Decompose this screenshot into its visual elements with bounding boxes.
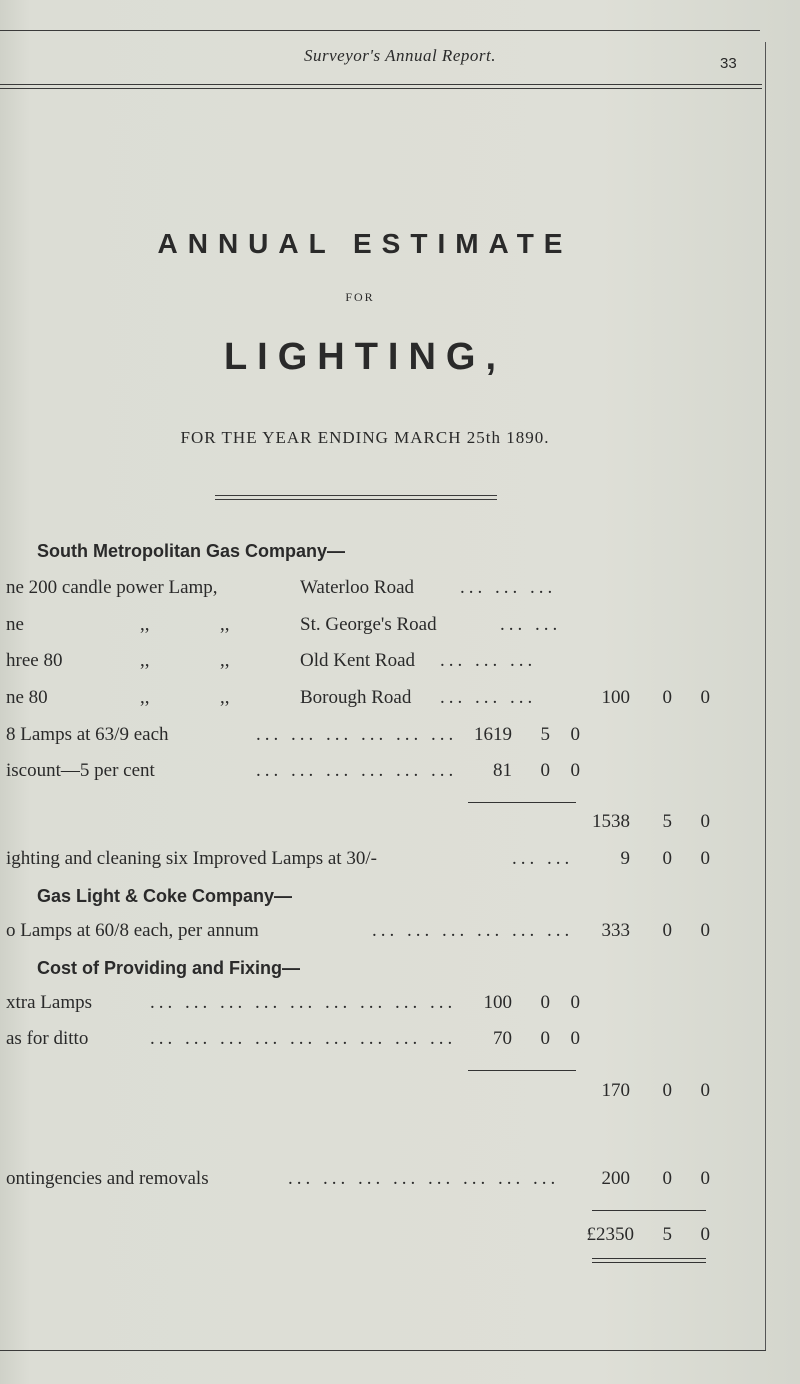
title-rule-1: [215, 495, 497, 496]
section-cost-providing: Cost of Providing and Fixing—: [37, 958, 300, 978]
row-extra-lamps: [0, 992, 800, 1022]
total-pence: 0: [700, 1224, 710, 1245]
row-place: Old Kent Road: [300, 650, 416, 671]
amount-pence: 0: [700, 687, 710, 708]
amount-pence: 0: [570, 992, 580, 1013]
title-rule-2: [215, 499, 497, 500]
amount-shillings: 0: [540, 1028, 550, 1049]
row-subtotal-1538: [0, 811, 800, 841]
title-year: FOR THE YEAR ENDING MARCH 25th 1890.: [180, 428, 550, 447]
amount-pence: 0: [700, 1080, 710, 1101]
amount-pence: 0: [570, 760, 580, 781]
row-label: xtra Lamps: [6, 992, 93, 1013]
row-borough: [0, 687, 800, 717]
row-label: 8 Lamps at 63/9 each: [6, 724, 169, 745]
amount-shillings: 0: [540, 760, 550, 781]
amount-pounds: 170: [601, 1080, 630, 1101]
row-discount: [0, 760, 800, 790]
section-south-metropolitan: South Metropolitan Gas Company—: [37, 541, 346, 561]
top-rule: [0, 30, 760, 31]
row-subtotal-170: [0, 1080, 800, 1110]
row-label: ne: [6, 614, 24, 635]
row-dots: ... ... ... ... ... ... ... ...: [288, 1168, 560, 1189]
row-dots: ... ...: [500, 614, 562, 635]
row-label: hree 80: [6, 650, 63, 671]
amount-pence: 0: [700, 848, 710, 869]
section-gas-light-coke: Gas Light & Coke Company—: [37, 886, 293, 906]
row-lamps-63-9: [0, 724, 800, 754]
row-place: Borough Road: [300, 687, 412, 708]
ditto-mark: ,,: [220, 687, 230, 708]
amount-pence: 0: [700, 1168, 710, 1189]
amount-pence: 0: [700, 811, 710, 832]
ditto-mark: ,,: [140, 614, 150, 635]
title-for: FOR: [345, 290, 375, 304]
amount-pounds: 100: [601, 687, 630, 708]
amount-pence: 0: [570, 724, 580, 745]
row-improved-lamps: [0, 848, 800, 878]
amount-shillings: 0: [662, 848, 672, 869]
amount-pounds: 333: [601, 920, 630, 941]
row-label: ontingencies and removals: [6, 1168, 209, 1189]
amount-pounds: 1538: [592, 811, 630, 832]
row-label: ne 200 candle power Lamp,: [6, 577, 218, 598]
amount-pounds: 200: [601, 1168, 630, 1189]
page-number: 33: [720, 55, 737, 72]
amount-shillings: 0: [662, 1080, 672, 1101]
row-dots: ... ... ...: [460, 577, 557, 598]
row-label: iscount—5 per cent: [6, 760, 155, 781]
total-pounds: £2350: [586, 1224, 634, 1245]
subtotal-rule: [468, 1070, 576, 1071]
row-waterloo: [0, 577, 800, 607]
row-dots: ... ... ...: [440, 650, 537, 671]
amount-shillings: 0: [662, 920, 672, 941]
bottom-rule: [0, 1350, 766, 1351]
row-label: ighting and cleaning six Improved Lamps at 30/-: [6, 848, 377, 869]
row-contingencies: [0, 1168, 800, 1198]
row-gas-for-ditto: [0, 1028, 800, 1058]
amount-shillings: 0: [540, 992, 550, 1013]
row-dots: ... ... ... ... ... ... ... ... ...: [150, 1028, 457, 1049]
subtotal-rule: [468, 802, 576, 803]
amount-pence: 0: [700, 920, 710, 941]
amount-pounds: 100: [483, 992, 512, 1013]
row-grand-total: [0, 1224, 800, 1254]
row-label: as for ditto: [6, 1028, 89, 1049]
ditto-mark: ,,: [220, 650, 230, 671]
ditto-mark: ,,: [220, 614, 230, 635]
row-place: Waterloo Road: [300, 577, 415, 598]
title-annual-estimate: ANNUAL ESTIMATE: [157, 228, 573, 259]
amount-pounds: 70: [493, 1028, 512, 1049]
row-old-kent: [0, 650, 800, 680]
ditto-mark: ,,: [140, 687, 150, 708]
amount-shillings: 0: [662, 1168, 672, 1189]
row-label: o Lamps at 60/8 each, per annum: [6, 920, 259, 941]
row-dots: ... ... ... ... ... ...: [256, 724, 458, 745]
amount-shillings: 5: [662, 811, 672, 832]
amount-pence: 0: [570, 1028, 580, 1049]
row-lamps-60-8: [0, 920, 800, 950]
row-st-george: [0, 614, 800, 644]
total-rule-top: [592, 1210, 706, 1211]
header-rule-1: [0, 84, 762, 85]
total-shillings: 5: [662, 1224, 672, 1245]
ditto-mark: ,,: [140, 650, 150, 671]
amount-pounds: 1619: [474, 724, 512, 745]
amount-shillings: 5: [540, 724, 550, 745]
header-rule-2: [0, 88, 762, 89]
title-lighting: LIGHTING,: [223, 336, 507, 378]
row-dots: ... ...: [512, 848, 574, 869]
row-label: ne 80: [6, 687, 48, 708]
total-rule-bottom-1: [592, 1258, 706, 1259]
row-dots: ... ... ... ... ... ... ... ... ...: [150, 992, 457, 1013]
row-dots: ... ... ... ... ... ...: [372, 920, 574, 941]
amount-shillings: 0: [662, 687, 672, 708]
total-rule-bottom-2: [592, 1262, 706, 1263]
amount-pounds: 81: [493, 760, 512, 781]
row-place: St. George's Road: [300, 614, 437, 635]
running-header: Surveyor's Annual Report.: [304, 46, 496, 65]
amount-pounds: 9: [620, 848, 630, 869]
row-dots: ... ... ... ... ... ...: [256, 760, 458, 781]
row-dots: ... ... ...: [440, 687, 537, 708]
